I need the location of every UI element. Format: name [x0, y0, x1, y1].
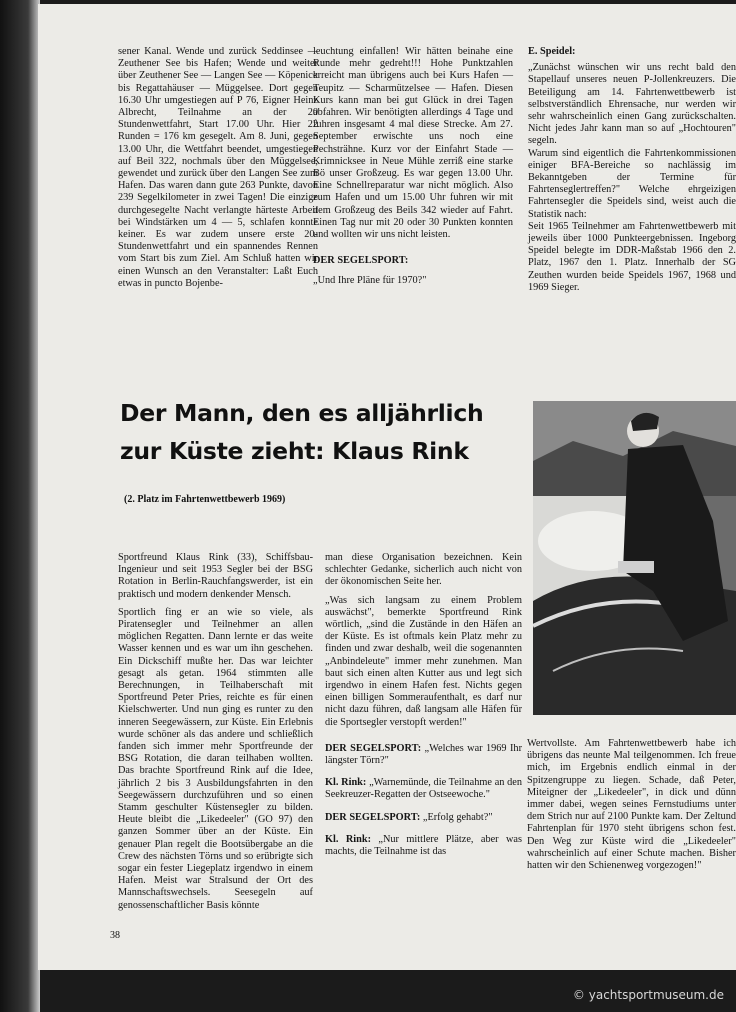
top-column-3: [528, 46, 736, 294]
paragraph: „Zunächst wünschen wir uns recht bald den Stapellauf unseres neuen P-Jollenkreuzers. Die Beteiligung am 14. Fahrtenwettbewerb ist selbstverständlich Ehrensache, nur werden wir sehr wahrscheinlich einen Gang zurückschalten. Nicht jedes Jahr kann man so auf „Hochtouren" segeln.: [528, 62, 736, 147]
interview-speaker: DER SEGELSPORT:: [325, 742, 422, 754]
paragraph: „Was sich langsam zu einem Problem auswächst", bemerkte Sportfreund Rink wörtlich, „sind die Zustände in den Häfen an der Küste. Es ist oftmals kein Platz mehr zu finden und zwar deshalb, weil die sogenannten „Anbindeleute" immer mehr zunehmen. Man baut sich einen alten Kutter aus und legt sich irgendwo in einem Hafen fest. Nichts gegen einen billigen Sommeraufenthalt, es darf nur nicht dazu führen, daß langsam alle Häfen für die Sportsegler verstopft werden!": [325, 594, 522, 728]
paragraph: sener Kanal. Wende und zurück Seddinsee — Zeuthener See bis Hafen; Wende und weiter über Zeuthener See — Langen See — Köpenick bis Regattahäuser — Müggelsee. Dort gegen 16.30 Uhr umgestiegen auf P 76, Eigner Heinz Albrecht, Teilnahme an der 20 Stundenwettfahrt, Start 17.00 Uhr. Hier 22 Runden = 176 km gesegelt. Am 8. Juni, gegen 13.00 Uhr, die Wettfahrt beendet, umgestiegen auf Beil 322, nochmals über den Müggelsee, gewendet und zurück über den Langen See zum Hafen. Das waren dann gute 263 Punkte, davon 239 Segelkilometer in zwei Tagen! Die einzige durchgesegelte Nacht verlangte härteste Arbeit bei Windstärken um 4 — 5, schlafen konnte keiner. Es war zudem unsere erste 20-Stundenwettfahrt und ein spannendes Rennen vom Start bis zum Ziel. Am Schluß hatten wir einen Wunsch an den Veranstalter: Laßt Euch etwas in puncto Bojenbe-: [118, 46, 318, 289]
paragraph: man diese Organisation bezeichnen. Kein schlechter Gedanke, sicherlich auch nicht von der ökonomischen Seite her.: [325, 552, 522, 588]
article-subtitle: (2. Platz im Fahrtenwettbewerb 1969): [124, 494, 286, 505]
book-spine: [0, 0, 40, 1012]
paragraph: Sportlich fing er an wie so viele, als Piratensegler und Teilnehmer an allen möglichen Regatten. Dann lernte er das weite Wasser kennen und es war um ihn geschehen. Ein Dickschiff mußte her. Das war leichter gesagt als getan. 1964 stimmten alle Berechnungen, in Teilhaberschaft mit Sportfreund Peter Pries, reichte es für einen Kielschwerter. Und nun ging es runter zu den inneren Seegewässern, zur Küste. Ein Erlebnis wurde schöner als das andere und schließlich fanden sich immer mehr Sportfreunde der BSG Rotation, die daran teilhaben wollten. Das brachte Sportfreund Rink auf die Idee, jährlich 2 bis 3 Ausbildungsfahrten in den Seegewässern durchzuführen und so einen Stamm geschulter Küstensegler zu bilden. Heute bleibt die „Likedeeler" (GO 97) den ganzen Sommer über an der Küste. Ein genauer Plan regelt die Bootsübergabe an die Crew des nächsten Törns und so erübrigte sich sogar ein fester Liegeplatz irgendwo in einem Hafen. Meist war Stralsund der Ort des Mannschaftswechsels. Seesegeln auf genossenschaftlicher Basis könnte: [118, 606, 313, 911]
top-column-1: [118, 46, 318, 290]
paragraph: Warum sind eigentlich die Fahrtenkommissionen einiger BFA-Bereiche so nachlässig im Bekanntgeben der Termine für Fahrtenseglertreffen?" Welche ehrgeizigen Fahrtensegler die Speidels sind, weist auch die Statistik nach:: [528, 147, 736, 220]
top-column-2: [313, 46, 513, 288]
paragraph: Seit 1965 Teilnehmer am Fahrtenwettbewerb mit jeweils über 1000 Punkteergebnissen. Ingeborg Speidel belegte im DDR-Maßstab 1966 den 2. Platz, 1967 den 1. Platz. Innerhalb der SG Zeuthen wurden beide Speidels 1967, 1968 und 1969 Sieger.: [528, 220, 736, 293]
paragraph: Wertvollste. Am Fahrtenwettbewerb habe ich übrigens das neunte Mal teilgenommen. Ich freue mich, im Ergebnis endlich einmal in der Spitzengruppe zu liegen. Schade, daß Peter, Miteigner der „Likedeeler", in dick und dünn immer dabei, wegen seines Fernstudiums unter dem Strich nur auf 2100 Punkte kam. Der Zeltund Fahrtenplan für 1970 steht übrigens schon fest. Den Weg zur Küste wird die „Likedeeler" wahrscheinlich auf einer Schute machen. Bisher hatten wir den Schienenweg vorgezogen!": [527, 738, 736, 872]
article-column-1: [118, 552, 313, 912]
page-number: 38: [110, 930, 120, 941]
article-headline: Der Mann, den es alljährlich zur Küste zieht: Klaus Rink: [120, 399, 484, 465]
interview-speaker: E. Speidel:: [528, 46, 576, 57]
photo-image: [533, 401, 736, 715]
interview-speaker: Kl. Rink:: [325, 833, 372, 845]
interview-question: „Und Ihre Pläne für 1970?": [313, 275, 427, 287]
interview-speaker: Kl. Rink:: [325, 777, 367, 789]
interview-speaker: DER SEGELSPORT:: [325, 811, 421, 823]
interview-speaker: DER SEGELSPORT:: [313, 255, 409, 267]
interview-qa: DER SEGELSPORT: „Erfolg gehabt?": [325, 811, 493, 823]
paragraph: Sportfreund Klaus Rink (33), Schiffsbau-Ingenieur und seit 1953 Segler bei der BSG Rotation in Berlin-Rauchfangswerder, ist ein praktisch und modern denkender Mensch.: [118, 552, 313, 600]
magazine-page: [38, 4, 736, 970]
article-column-2: [325, 552, 522, 858]
paragraph: leuchtung einfallen! Wir hätten beinahe eine Runde mehr gedreht!!! Hohe Punktzahlen erreicht man übrigens auch bei Kurs Hafen — Teupitz — Scharmützelsee — Hafen. Diesen Kurs kann man bei gut Glück in drei Tagen abfahren. Wir benötigten allerdings 4 Tage und fuhren insgesamt 4 mal diese Strecke. Am 27. September erwischte uns noch eine Pechsträhne. Kurz vor der Einfahrt Stade — Krimnicksee in Neue Mühle zerriß eine starke Bö unser Großzeug. Es war gegen 13.00 Uhr. Eine Schnellreparatur war nicht möglich. Also zum Hafen und um 15.00 Uhr fuhren wir mit dem Großzeug des Beils 342 wieder auf Fahrt. Einen Tag nur mit 20 oder 30 Punkten konnten und wollten wir uns nicht leisten.: [313, 46, 513, 241]
interview-qa: DER SEGELSPORT: „Welches war 1969 Ihr längster Törn?": [325, 742, 522, 767]
watermark: © yachtsportmuseum.de: [572, 988, 724, 1002]
sailor-photo: [533, 401, 736, 715]
interview-qa: Kl. Rink: „Nur mittlere Plätze, aber was machts, die Teilnahme ist das: [325, 833, 523, 858]
article-column-3: [527, 738, 736, 872]
interview-qa: Kl. Rink: „Warnemünde, die Teilnahme an den Seekreuzer-Regatten der Ostseewoche.": [325, 777, 522, 801]
